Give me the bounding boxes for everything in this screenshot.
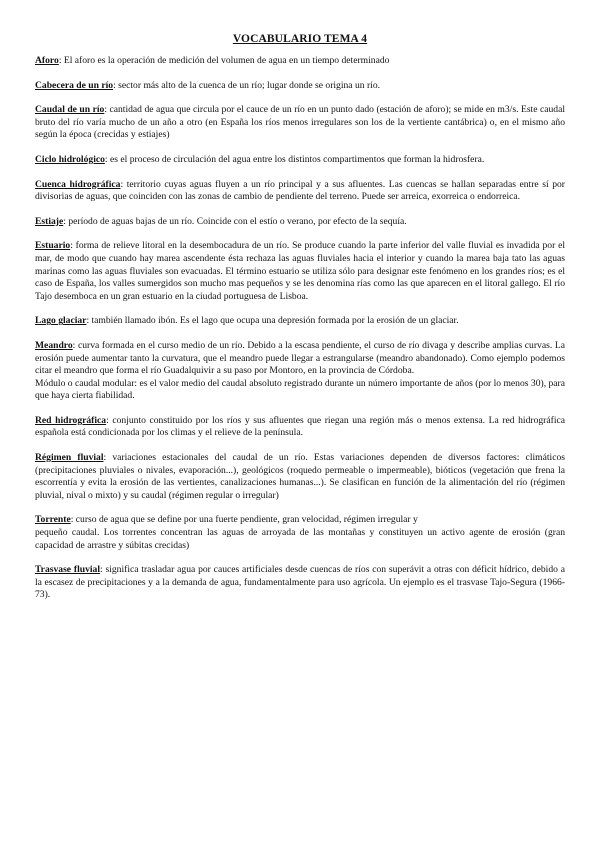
entry-definition: : cantidad de agua que circula por el cauce de un río en un punto dado (estación de aforo); se mide en m3/s. Este caudal bruto del río varía mucho de un año a otro (en España los ríos menos irregulares son los de la vertiente cantábrica) o, en el mismo año según la época (crecidas y estiajes) — [35, 104, 565, 141]
entry-definition: : variaciones estacionales del caudal de un río. Estas variaciones dependen de diversos factores: climáticos (precipitaciones pluviales o nivales, evaporación...), geológicos (roquedo permeable o impermeable), bióticos (vegetación que frena la escorrentía y evita la erosión de las vertientes, canalizaciones humanas...). Se clasifican en función de la alimentación del río (régimen pluvial, nival o mixto) y su caudal (régimen regular o irregular) — [35, 452, 565, 501]
entry-term: Aforo — [35, 55, 59, 66]
entry-regimen-fluvial — [35, 452, 565, 502]
entry-definition: : período de aguas bajas de un río. Coincide con el estío o verano, por efecto de la sequía. — [63, 215, 407, 227]
entry-aforo — [35, 55, 565, 68]
entry-modulo-caudal: Módulo o caudal modular: es el valor medio del caudal absoluto registrado durante un número importante de años (por lo menos 30), para que haya cierta fiabilidad. — [35, 377, 565, 402]
entry-term: Estuario — [35, 240, 71, 252]
entry-meandro — [35, 340, 565, 403]
entry-term: Lago glaciar — [35, 315, 87, 327]
entry-definition: : curso de agua que se define por una fuerte pendiente, gran velocidad, régimen irregular y — [70, 514, 418, 526]
entry-definition-continued: pequeño caudal. Los torrentes concentran las aguas de arroyada de las montañas y constituyen un activo agente de erosión (gran capacidad de arrastre y súbitas crecidas) — [35, 527, 565, 551]
entry-definition: : conjunto constituido por los ríos y sus afluentes que riegan una región más o menos extensa. La red hidrográfica española está condicionada por los climas y el relieve de la península. — [35, 414, 566, 439]
entry-term: Estiaje — [35, 215, 64, 227]
entry-definition: : es el proceso de circulación del agua entre los distintos compartimentos que forman la hidrosfera. — [104, 153, 485, 165]
entry-trasvase-fluvial — [35, 564, 565, 602]
entry-lago-glaciar — [35, 315, 565, 328]
entry-term: Régimen fluvial — [35, 452, 104, 464]
entry-cuenca-hidrografica — [35, 179, 565, 204]
entry-estuario — [35, 240, 565, 303]
entry-cabecera — [35, 80, 565, 93]
entry-definition: : El aforo es la operación de medición del volumen de agua en un tiempo determinado — [58, 55, 390, 66]
entry-estiaje — [35, 216, 565, 229]
document-title: VOCABULARIO TEMA 4 — [232, 33, 368, 45]
entry-torrente — [35, 514, 565, 552]
entry-term: Ciclo hidrológico — [35, 153, 105, 165]
entry-definition: : sector más alto de la cuenca de un río; lugar donde se origina un río. — [113, 79, 381, 91]
entry-definition: : curva formada en el curso medio de un río. Debido a la escasa pendiente, el curso de río divaga y describe amplias curvas. La erosión puede aumentar tanto la curvatura, que el meandro puede llegar a estrangularse (meandro abandonado). Como ejemplo podemos citar el meandro que forma el río Guadalquivir a su paso por Montoro, en la provincia de Córdoba. — [35, 339, 565, 377]
entry-term: Cuenca hidrográfica — [35, 178, 121, 190]
entry-red-hidrografica — [35, 415, 565, 440]
entry-definition: : forma de relieve litoral en la desembocadura de un río. Se produce cuando la parte inferior del valle fluvial es invadida por el mar, de modo que cuando hay marea ascendente ésta rechaza las aguas fluviales hacia el interior y cuando la marea baja tato las aguas marinas como las aguas fluviales son evacuadas. El término estuario se utiliza sólo para designar este fenómeno en los grandes ríos; es el caso de España, los valles sumergidos son mucho mas pequeños y se les denomina rías como las que aparecen en el litoral gallego. El río Tajo desemboca en un gran estuario en la ciudad portuguesa de Lisboa. — [35, 240, 565, 302]
entry-term: Torrente — [35, 514, 71, 526]
entry-term: Cabecera de un río — [35, 79, 114, 91]
entry-term: Meandro — [35, 339, 73, 351]
entry-term: Trasvase fluvial — [35, 564, 100, 576]
entry-caudal — [35, 104, 565, 142]
entry-definition: : también llamado ibón. Es el lago que ocupa una depresión formada por la erosión de un glaciar. — [86, 315, 459, 327]
entry-definition: : territorio cuyas aguas fluyen a un río principal y a sus afluentes. Las cuencas se hallan separadas entre sí por divisorias de aguas, que coinciden con las zonas de cambio de pendiente del terreno. Puede ser arreica, exorreica o endorreica. — [35, 178, 565, 203]
document-page — [35, 33, 565, 614]
entry-term: Red hidrográfica — [35, 414, 107, 426]
entry-definition: : significa trasladar agua por cauces artificiales desde cuencas de ríos con superávit a otras con déficit hídrico, debido a la escasez de precipitaciones y a la demanda de agua, fundamentalmente para uso agrícola. Un ejemplo es el trasvase Tajo-Segura (1966-73). — [35, 564, 565, 601]
entry-ciclo-hidrologico — [35, 154, 565, 167]
entry-term: Caudal de un río — [35, 104, 105, 116]
